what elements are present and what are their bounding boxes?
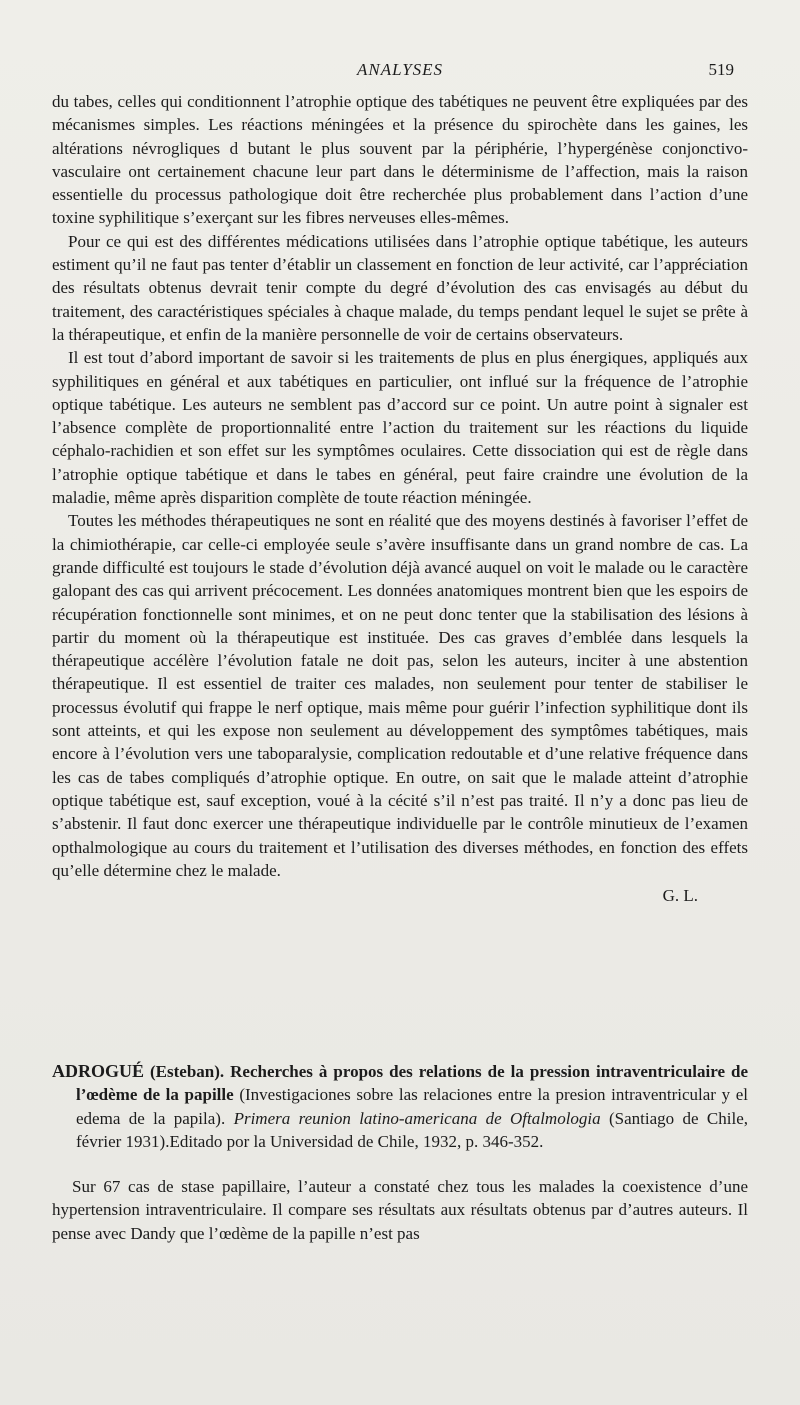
page-number: 519 [708, 60, 734, 79]
running-head: ANALYSES [356, 60, 444, 79]
article-body [52, 90, 748, 907]
review-paragraph: Sur 67 cas de stase papillaire, l’auteur a constaté chez tous les malades la coexistence d’une hypertension intraventriculaire. Il compare ses résultats aux résultats obtenus par d’autres auteurs. Il pense avec Dandy que l’œdème de la papille n’est pas [52, 1177, 748, 1243]
review-entry [52, 1060, 748, 1245]
journal-name: Primera reunion latino-americana de Oftalmologia [233, 1108, 601, 1128]
author-surname: ADROGUÉ [52, 1061, 145, 1081]
bibliographic-reference [52, 1060, 748, 1153]
paragraph: Pour ce qui est des différentes médications utilisées dans l’atrophie optique tabétique, les auteurs estiment qu’il ne faut pas tenter d’établir un classement en fonction de leur activité, car l’appréciation des résultats obtenus devrait tenir compte du degré d’évolution des cas envisagés au début du traitement, des caractéristiques spéciales à chaque malade, du temps pendant lequel le sujet se prête à la thérapeutique, et enfin de la manière personnelle de voir de certains observateurs. [52, 231, 748, 344]
publication-details: (Santiago de Chile, février 1931).Editado por la Universidad de Chile, 1932, p. 346-352. [76, 1108, 749, 1151]
original-title: (Investigaciones sobre las relaciones entre la presion intraventricular y el edema de la papila). [76, 1085, 749, 1128]
paragraph: Il est tout d’abord important de savoir si les traitements de plus en plus énergiques, appliqués aux syphilitiques en général et aux tabétiques en particulier, ont influé sur la fréquence de l’atrophie optique tabétique. Les auteurs ne semblent pas d’accord sur ce point. Un autre point à signaler est l’absence complète de proportionnalité entre l’action du traitement sur les réactions du liquide céphalo-rachidien et son effet sur les symptômes oculaires. Cette dissociation qui est de règle dans l’atrophie optique tabétique et dans le tabes en général, peut faire craindre une évolution de la maladie, même après disparition complète de toute réaction méningée. [52, 348, 748, 508]
review-title: Recherches à propos des relations de la pression intraventriculaire de l’œdème de la papille [76, 1062, 748, 1105]
page-header [52, 60, 748, 84]
paragraph: du tabes, celles qui conditionnent l’atrophie optique des tabétiques ne peuvent être expliquées par des mécanismes simples. Les réactions méningées et la présence du spirochète dans les gaines, les altérations névrogliques d butant le plus souvent par la périphérie, l’hypergénèse conjonctivo-vasculaire ont certainement chacune leur part dans le déterminisme de l’affection, mais la raison essentielle du processus pathologique doit être recherchée plus probablement dans l’action d’une toxine syphilitique s’exerçant sur les fibres nerveuses elles-mêmes. [52, 92, 748, 228]
signature: G. L. [662, 886, 698, 906]
author-given-name: (Esteban). [150, 1062, 225, 1081]
paragraph: Toutes les méthodes thérapeutiques ne sont en réalité que des moyens destinés à favoriser l’effet de la chimiothérapie, car celle-ci employée seule s’avère insuffisante dans un grand nombre de cas. La grande difficulté est toujours le stade d’évolution déjà avancé auquel on voit le malade ou le caractère galopant des cas qui arrivent précocement. Les données anatomiques montrent bien que les espoirs de récupération fonctionnelle sont minimes, et on ne peut donc tenter que la stabilisation des lésions à partir du moment où la thérapeutique est instituée. Des cas graves d’emblée dans lesquels la thérapeutique accélère l’évolution fatale ne doit pas, selon les auteurs, inciter à une abstention thérapeutique. Il est essentiel de traiter ces malades, non seulement pour tenter de stabiliser le processus évolutif qui frappe le nerf optique, mais même pour guérir l’infection syphilitique dont ils sont atteints, et qui les expose non seulement au développement des symptômes tabétiques, mais encore à l’évolution vers une taboparalysie, complication redoutable et d’une relative fréquence dans les cas de tabes compliqués d’atrophie optique. En outre, on sait que le malade atteint d’atrophie optique tabétique est, sauf exception, voué à la cécité s’il n’est pas traité. Il n’y a donc pas lieu de s’abstenir. Il faut donc exercer une thérapeutique individuelle par le contrôle minutieux de l’examen opthalmologique au cours du traitement et l’utilisation des diverses méthodes, en fonction des effets qu’elle détermine chez le malade. [52, 511, 748, 880]
